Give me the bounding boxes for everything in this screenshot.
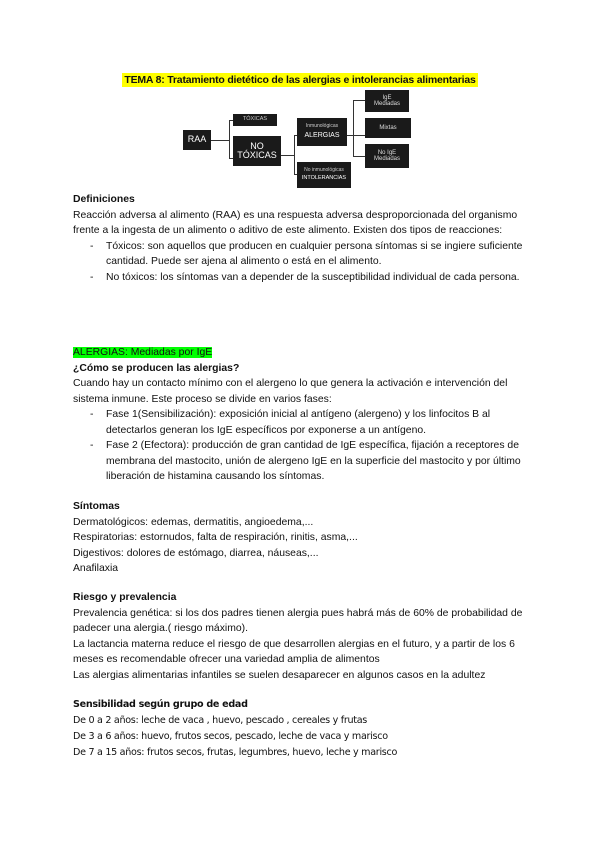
definiciones-heading: Definiciones (73, 194, 135, 205)
riesgo-section (73, 590, 533, 683)
no-toxicas-box: NO TÓXICAS (233, 136, 281, 166)
alergias-question: ¿Cómo se producen las alergias? (73, 362, 240, 374)
sensibilidad-line: De 7 a 15 años: frutos secos, frutas, legumbres, huevo, leche y marisco (73, 747, 398, 758)
fases-list (73, 407, 533, 485)
raa-classification-diagram (183, 90, 415, 190)
riesgo-line: Las alergias alimentarias infantiles se suelen desaparecer en algunos casos en la adultez (73, 669, 486, 681)
definiciones-list (73, 239, 533, 286)
sensibilidad-heading: Sensibilidad según grupo de edad (73, 699, 248, 710)
mixtas-box: Mixtas (365, 118, 411, 138)
ige-mediadas-box: IgE Mediadas (365, 90, 409, 112)
riesgo-heading: Riesgo y prevalencia (73, 592, 177, 603)
list-item: - No tóxicos: los síntomas van a depender de la susceptibilidad individual de cada persona. (73, 270, 533, 286)
riesgo-line: La lactancia materna reduce el riesgo de que desarrollen alergias en el futuro, y a partir de los 6 meses es recomendable ofrecer una variedad amplia de alimentos (73, 638, 515, 665)
intolerancias-box: No inmunológicas INTOLERANCIAS (297, 162, 351, 188)
sintomas-section (73, 499, 533, 577)
riesgo-line: Prevalencia genética: si los dos padres tienen alergia pues habrá más de 60% de probabilidad de padecer una alergia.( riesgo máximo). (73, 607, 523, 634)
sintoma-line: Anafilaxia (73, 563, 119, 574)
sensibilidad-section (73, 697, 533, 761)
alergias-box: Inmunológicas ALERGIAS (297, 118, 347, 146)
no-ige-mediadas-box: No IgE Mediadas (365, 144, 409, 168)
sensibilidad-line: De 0 a 2 años: leche de vaca , huevo, pescado , cereales y frutas (73, 715, 367, 726)
list-item: - Tóxicos: son aquellos que producen en cualquier persona síntomas si se ingiere suficiente cantidad. Puede ser ajena al alimento o está en el alimento. (73, 239, 533, 270)
definiciones-section (73, 192, 533, 285)
sintoma-line: Dermatológicos: edemas, dermatitis, angioedema,... (73, 516, 314, 528)
alergias-intro: Cuando hay un contacto mínimo con el alergeno lo que genera la activación e intervención del sistema inmune. Este proceso se divide en varios fases: (73, 378, 508, 405)
sensibilidad-line: De 3 a 6 años: huevo, frutos secos, pescado, leche de vaca y marisco (73, 731, 388, 742)
alergias-section (73, 345, 533, 485)
sintoma-line: Digestivos: dolores de estómago, diarrea, náuseas,... (73, 547, 319, 559)
sintomas-heading: Síntomas (73, 501, 120, 512)
list-item: - Fase 2 (Efectora): producción de gran cantidad de IgE específica, fijación a receptores de membrana del mastocito, unión de alergeno IgE en la superficie del mastocito y por último liberación de histamina causando los síntomas. (73, 438, 533, 485)
document-title: TEMA 8: Tratamiento dietético de las alergias e intolerancias alimentarias (124, 74, 476, 86)
toxicas-box: TÓXICAS (233, 114, 277, 126)
list-item: - Fase 1(Sensibilización): exposición inicial al antígeno (alergeno) y los linfocitos B al detectarlos generan los IgE específicos por exponerse a un antígeno. (73, 407, 533, 438)
definiciones-intro: Reacción adversa al alimento (RAA) es una respuesta adversa desproporcionada del organismo frente a la ingesta de un alimento o aditivo de este alimento. Existen dos tipos de reacciones: (73, 209, 518, 236)
alergias-highlight: ALERGIAS: Mediadas por IgE (73, 347, 213, 358)
raa-box: RAA (183, 130, 211, 150)
sintoma-line: Respiratorias: estornudos, falta de respiración, rinitis, asma,... (73, 532, 358, 543)
